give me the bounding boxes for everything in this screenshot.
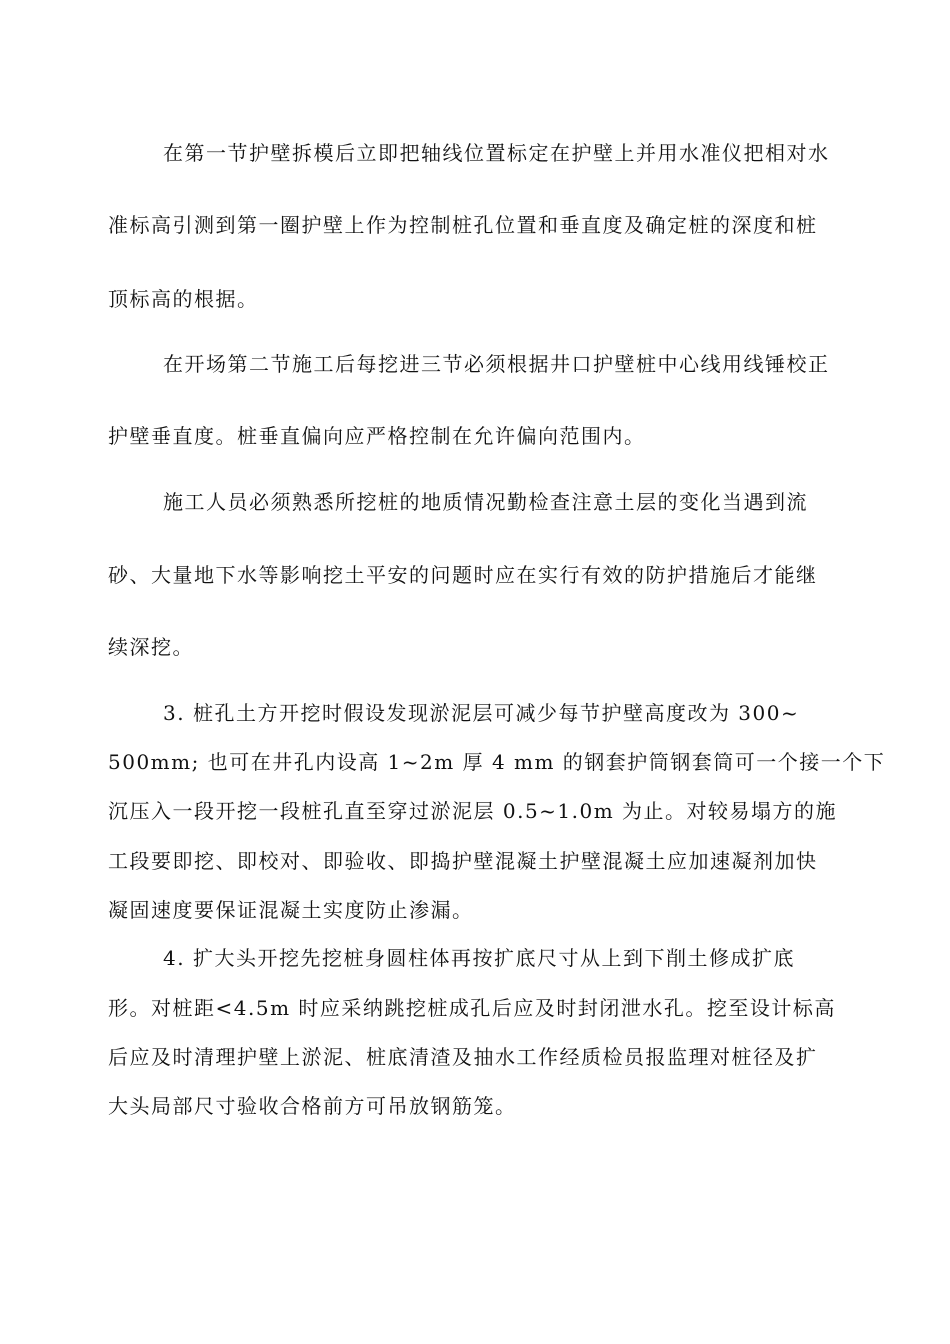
paragraph-4-line-4: 工段要即挖、即校对、即验收、即捣护壁混凝土护壁混凝土应加速凝剂加快 [108,849,818,873]
paragraph-5-line-2: 形。对桩距<4.5m 时应采纳跳挖桩成孔后应及时封闭泄水孔。挖至设计标高 [108,996,836,1020]
paragraph-5-line-4: 大头局部尺寸验收合格前方可吊放钢筋笼。 [108,1094,517,1118]
paragraph-3-line-3: 续深挖。 [108,635,194,659]
paragraph-1-line-2: 准标高引测到第一圈护壁上作为控制桩孔位置和垂直度及确定桩的深度和桩 [108,213,818,237]
paragraph-4-line-5: 凝固速度要保证混凝土实度防止渗漏。 [108,898,474,922]
paragraph-1-line-3: 顶标高的根据。 [108,287,259,311]
paragraph-3-line-1: 施工人员必须熟悉所挖桩的地质情况勤检查注意土层的变化当遇到流 [163,490,808,514]
paragraph-5-line-1: 4. 扩大头开挖先挖桩身圆柱体再按扩底尺寸从上到下削土修成扩底 [163,946,795,970]
paragraph-4-line-3: 沉压入一段开挖一段桩孔直至穿过淤泥层 0.5~1.0m 为止。对较易塌方的施 [108,799,838,823]
paragraph-3-line-2: 砂、大量地下水等影响挖土平安的问题时应在实行有效的防护措施后才能继 [108,563,818,587]
paragraph-2-line-1: 在开场第二节施工后每挖进三节必须根据井口护壁桩中心线用线锤校正 [163,352,830,376]
paragraph-4-line-1: 3. 桩孔土方开挖时假设发现淤泥层可减少每节护壁高度改为 300~ [163,701,800,725]
paragraph-4-line-2: 500mm; 也可在井孔内设高 1~2m 厚 4 mm 的钢套护筒钢套筒可一个接一个下 [108,750,886,774]
paragraph-5-line-3: 后应及时清理护壁上淤泥、桩底清渣及抽水工作经质检员报监理对桩径及扩 [108,1045,818,1069]
paragraph-1-line-1: 在第一节护壁拆模后立即把轴线位置标定在护壁上并用水准仪把相对水 [163,141,830,165]
paragraph-2-line-2: 护壁垂直度。桩垂直偏向应严格控制在允许偏向范围内。 [108,424,646,448]
